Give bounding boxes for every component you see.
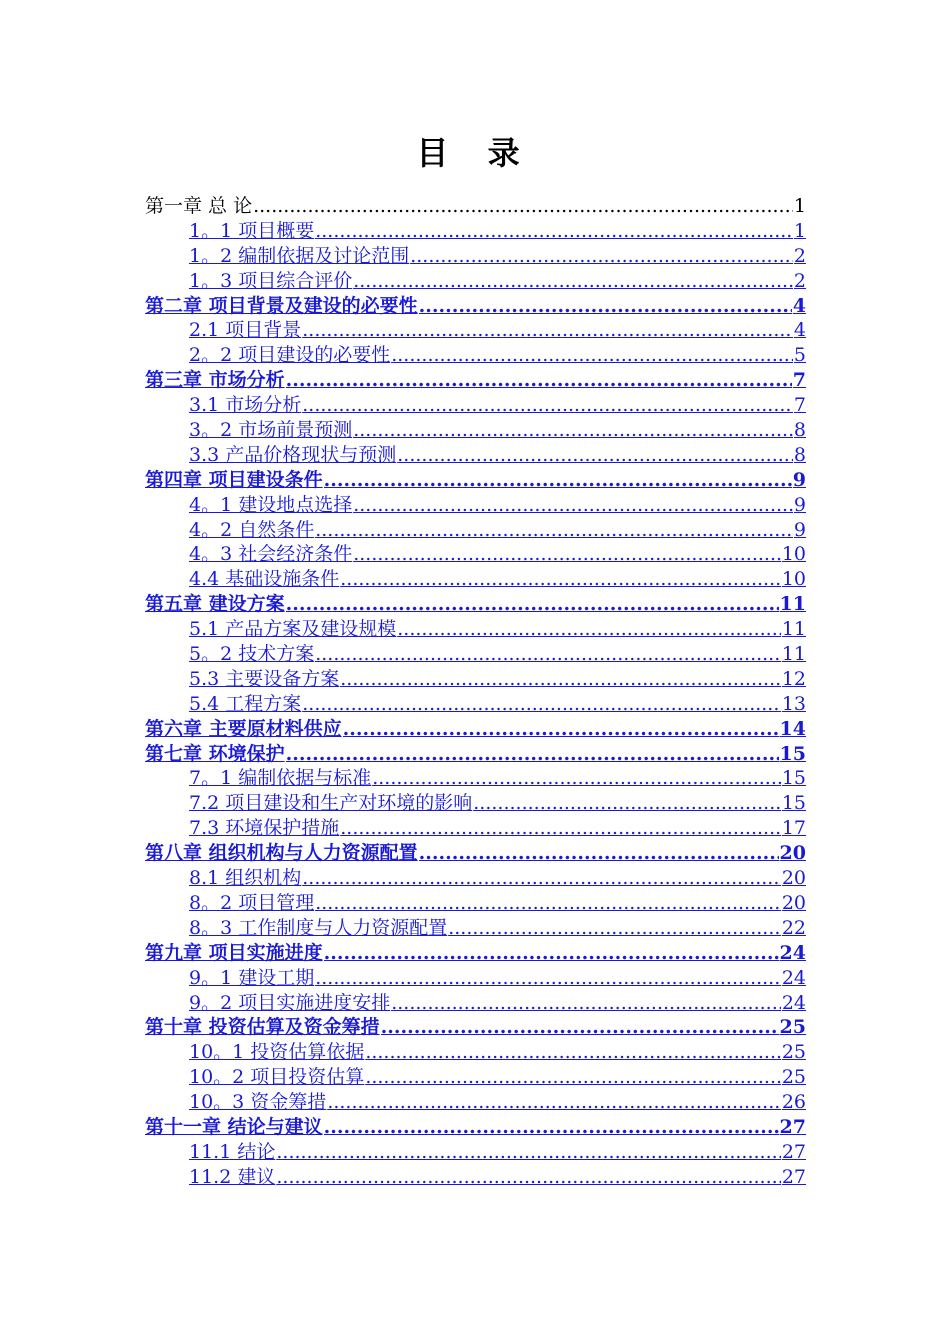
toc-section-entry[interactable]	[145, 766, 806, 791]
toc-entry-page-number: 4	[793, 319, 806, 342]
toc-dot-leader	[315, 219, 793, 244]
toc-entry-label: 7。1 编制依据与标准	[189, 767, 372, 790]
toc-dot-leader	[365, 1040, 781, 1065]
toc-dot-leader	[302, 318, 793, 343]
toc-chapter-entry[interactable]	[145, 468, 806, 493]
toc-entry-label: 第二章 项目背景及建设的必要性	[145, 294, 418, 317]
toc-dot-leader	[276, 1165, 780, 1190]
toc-dot-leader	[315, 966, 781, 991]
toc-entry-page-number: 11	[779, 593, 806, 616]
toc-section-entry[interactable]	[145, 791, 806, 816]
toc-entry-page-number: 8	[793, 443, 806, 466]
toc-entry-page-number: 24	[781, 991, 806, 1014]
toc-entry-page-number: 14	[779, 717, 806, 740]
toc-entry-page-number: 9	[793, 518, 806, 541]
toc-entry-page-number: 8	[793, 419, 806, 442]
toc-entry-label: 10。1 投资估算依据	[189, 1041, 365, 1064]
toc-entry-page-number: 17	[781, 817, 806, 840]
toc-entry-label: 9。2 项目实施进度安排	[189, 991, 391, 1014]
toc-dot-leader	[397, 443, 793, 468]
toc-chapter-entry[interactable]	[145, 1115, 806, 1140]
toc-entry-page-number: 15	[779, 742, 806, 765]
toc-section-entry[interactable]	[145, 518, 806, 543]
toc-dot-leader	[276, 1140, 780, 1165]
toc-entry-label: 9。1 建设工期	[189, 966, 315, 989]
toc-section-entry[interactable]	[145, 667, 806, 692]
toc-entry-page-number: 24	[779, 941, 806, 964]
toc-dot-leader	[324, 1115, 779, 1140]
toc-dot-leader	[302, 692, 781, 717]
toc-entry-label: 1。2 编制依据及讨论范围	[189, 244, 410, 267]
toc-dot-leader	[315, 891, 781, 916]
toc-entry-label: 第一章 总 论	[145, 195, 253, 217]
toc-entry-label: 5.4 工程方案	[189, 692, 302, 715]
toc-dot-leader	[286, 592, 779, 617]
toc-entry-page-number: 24	[781, 966, 806, 989]
toc-section-entry[interactable]	[145, 343, 806, 368]
toc-entry-label: 2。2 项目建设的必要性	[189, 344, 391, 367]
toc-entry-label: 8。3 工作制度与人力资源配置	[189, 916, 448, 939]
toc-entry-label: 第十一章 结论与建议	[145, 1115, 323, 1138]
toc-dot-leader	[365, 1065, 781, 1090]
toc-section-entry[interactable]	[145, 542, 806, 567]
toc-dot-leader	[381, 1015, 779, 1040]
toc-entry-page-number: 9	[792, 468, 806, 491]
toc-entry-label: 10。3 资金筹措	[189, 1091, 327, 1114]
toc-dot-leader	[473, 791, 781, 816]
toc-section-entry[interactable]	[145, 1140, 806, 1165]
toc-section-entry[interactable]	[145, 418, 806, 443]
toc-entry-label: 1。3 项目综合评价	[189, 269, 353, 292]
toc-entry-page-number: 25	[781, 1066, 806, 1089]
toc-entry-page-number: 2	[793, 269, 806, 292]
toc-dot-leader	[340, 567, 781, 592]
toc-dot-leader	[286, 368, 792, 393]
toc-section-entry[interactable]	[145, 1165, 806, 1190]
toc-entry-page-number: 7	[792, 369, 806, 392]
toc-dot-leader	[353, 493, 793, 518]
toc-chapter-entry[interactable]	[145, 717, 806, 742]
toc-entry-label: 第五章 建设方案	[145, 593, 285, 616]
toc-dot-leader	[286, 742, 779, 767]
toc-entry-page-number: 15	[781, 792, 806, 815]
toc-entry-label: 8.1 组织机构	[189, 867, 302, 890]
toc-chapter-entry[interactable]	[145, 592, 806, 617]
toc-section-entry[interactable]	[145, 443, 806, 468]
toc-section-entry[interactable]	[145, 269, 806, 294]
toc-dot-leader	[353, 418, 793, 443]
toc-entry-page-number: 11	[781, 643, 806, 666]
toc-entry-label: 11.2 建议	[189, 1165, 276, 1188]
toc-entry-label: 3.1 市场分析	[189, 394, 302, 417]
toc-chapter-entry[interactable]	[145, 841, 806, 866]
toc-entry-label: 第九章 项目实施进度	[145, 941, 323, 964]
toc-entry-page-number: 1	[793, 219, 806, 242]
toc-entry-page-number: 25	[779, 1016, 806, 1039]
toc-entry-page-number: 27	[779, 1115, 806, 1138]
toc-entry-page-number: 1	[793, 195, 806, 217]
toc-entry-label: 第四章 项目建设条件	[145, 468, 323, 491]
toc-entry-page-number: 27	[781, 1165, 806, 1188]
toc-title: 目 录	[416, 134, 534, 172]
toc-dot-leader	[419, 294, 792, 319]
toc-section-entry[interactable]	[145, 219, 806, 244]
toc-entry-page-number: 15	[781, 767, 806, 790]
toc-dot-leader	[391, 991, 781, 1016]
toc-section-entry[interactable]	[145, 1065, 806, 1090]
toc-entry-page-number: 7	[793, 394, 806, 417]
toc-dot-leader	[372, 766, 781, 791]
toc-entry-label: 4。3 社会经济条件	[189, 543, 353, 566]
toc-entry-label: 5。2 技术方案	[189, 643, 315, 666]
toc-section-entry[interactable]	[145, 318, 806, 343]
toc-dot-leader	[324, 468, 792, 493]
toc-section-entry[interactable]	[145, 916, 806, 941]
toc-entry-page-number: 27	[781, 1140, 806, 1163]
toc-entry-label: 第八章 组织机构与人力资源配置	[145, 842, 418, 865]
toc-entry-page-number: 25	[781, 1041, 806, 1064]
table-of-contents	[145, 194, 806, 1190]
toc-entry-page-number: 13	[781, 692, 806, 715]
toc-chapter-entry[interactable]	[145, 368, 806, 393]
toc-dot-leader	[340, 816, 781, 841]
toc-section-entry[interactable]	[145, 692, 806, 717]
toc-dot-leader	[353, 542, 781, 567]
toc-dot-leader	[302, 866, 781, 891]
toc-entry-page-number: 12	[781, 667, 806, 690]
toc-dot-leader	[391, 343, 793, 368]
toc-section-entry[interactable]	[145, 991, 806, 1016]
toc-section-entry[interactable]	[145, 966, 806, 991]
toc-chapter-entry	[145, 194, 806, 219]
toc-entry-page-number: 10	[781, 568, 806, 591]
toc-dot-leader	[419, 841, 779, 866]
toc-section-entry[interactable]	[145, 567, 806, 592]
toc-entry-label: 2.1 项目背景	[189, 319, 302, 342]
toc-dot-leader	[353, 269, 793, 294]
toc-entry-label: 4。1 建设地点选择	[189, 493, 353, 516]
toc-entry-label: 4.4 基础设施条件	[189, 568, 340, 591]
toc-dot-leader	[340, 667, 781, 692]
toc-entry-label: 第十章 投资估算及资金筹措	[145, 1016, 380, 1039]
toc-chapter-entry[interactable]	[145, 742, 806, 767]
toc-entry-page-number: 26	[781, 1091, 806, 1114]
toc-dot-leader	[410, 244, 793, 269]
toc-entry-page-number: 9	[793, 493, 806, 516]
toc-section-entry[interactable]	[145, 393, 806, 418]
toc-entry-label: 第三章 市场分析	[145, 369, 285, 392]
toc-entry-page-number: 2	[793, 244, 806, 267]
toc-section-entry[interactable]	[145, 1040, 806, 1065]
toc-entry-label: 3。2 市场前景预测	[189, 419, 353, 442]
toc-entry-label: 第六章 主要原材料供应	[145, 717, 342, 740]
toc-section-entry[interactable]	[145, 866, 806, 891]
toc-dot-leader	[253, 194, 793, 219]
toc-dot-leader	[448, 916, 781, 941]
toc-entry-label: 3.3 产品价格现状与预测	[189, 443, 397, 466]
toc-entry-page-number: 11	[781, 618, 806, 641]
toc-entry-label: 5.3 主要设备方案	[189, 667, 340, 690]
toc-entry-label: 1。1 项目概要	[189, 219, 315, 242]
toc-entry-page-number: 20	[781, 891, 806, 914]
toc-chapter-entry[interactable]	[145, 1015, 806, 1040]
toc-dot-leader	[315, 518, 793, 543]
toc-entry-page-number: 20	[781, 867, 806, 890]
toc-entry-label: 第七章 环境保护	[145, 742, 285, 765]
toc-section-entry[interactable]	[145, 891, 806, 916]
toc-section-entry[interactable]	[145, 617, 806, 642]
toc-dot-leader	[315, 642, 781, 667]
toc-section-entry[interactable]	[145, 244, 806, 269]
toc-entry-label: 11.1 结论	[189, 1140, 276, 1163]
toc-dot-leader	[324, 941, 779, 966]
toc-entry-page-number: 10	[781, 543, 806, 566]
toc-entry-label: 7.3 环境保护措施	[189, 817, 340, 840]
toc-dot-leader	[397, 617, 781, 642]
toc-dot-leader	[302, 393, 793, 418]
toc-section-entry[interactable]	[145, 642, 806, 667]
toc-chapter-entry[interactable]	[145, 941, 806, 966]
toc-entry-page-number: 5	[793, 344, 806, 367]
toc-entry-label: 5.1 产品方案及建设规模	[189, 618, 397, 641]
toc-section-entry[interactable]	[145, 1090, 806, 1115]
toc-entry-label: 7.2 项目建设和生产对环境的影响	[189, 792, 473, 815]
toc-chapter-entry[interactable]	[145, 294, 806, 319]
toc-entry-label: 8。2 项目管理	[189, 891, 315, 914]
toc-section-entry[interactable]	[145, 816, 806, 841]
toc-dot-leader	[327, 1090, 781, 1115]
toc-entry-page-number: 20	[779, 842, 806, 865]
toc-section-entry[interactable]	[145, 493, 806, 518]
toc-entry-page-number: 22	[781, 916, 806, 939]
toc-dot-leader	[343, 717, 779, 742]
toc-entry-page-number: 4	[792, 294, 806, 317]
toc-entry-label: 10。2 项目投资估算	[189, 1066, 365, 1089]
toc-entry-label: 4。2 自然条件	[189, 518, 315, 541]
